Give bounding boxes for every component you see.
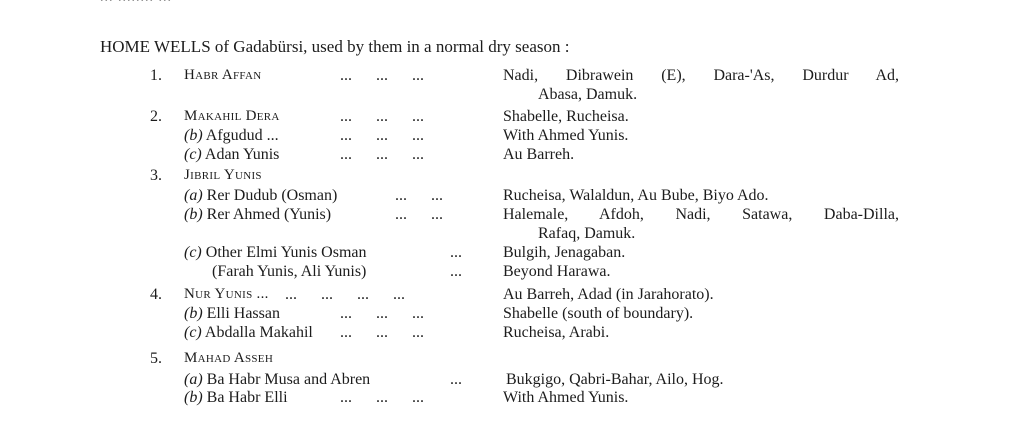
sub-name: Afgudud ... xyxy=(205,127,279,144)
entry-number: 1. xyxy=(150,67,162,84)
wells-list: Nadi, Dibrawein (E), Dara-'As, Durdur Ad, xyxy=(503,67,899,84)
wells-list: Au Barreh. xyxy=(503,146,575,163)
leader-dots: ... ... xyxy=(395,206,443,223)
sub-label: (a) xyxy=(184,371,203,388)
sub-name: Rer Dudub (Osman) xyxy=(206,187,338,204)
wells-list: With Ahmed Yunis. xyxy=(503,127,629,144)
sub-name-row xyxy=(184,304,280,323)
sub-name-row xyxy=(212,262,366,281)
sub-name-row xyxy=(184,388,288,407)
leader-dots: ... ... ... ... xyxy=(285,286,405,303)
wells-list: Rucheisa, Arabi. xyxy=(503,324,610,341)
sub-label: (b) xyxy=(184,206,203,223)
sub-name-row xyxy=(184,126,279,145)
leader-dots: ... ... ... xyxy=(340,389,424,406)
sub-name: Ba Habr Musa and Abren xyxy=(206,371,371,388)
tribe-name: Jibril Yunis xyxy=(184,167,262,183)
sub-name: Rer Ahmed (Yunis) xyxy=(206,206,332,223)
wells-list: With Ahmed Yunis. xyxy=(503,389,629,406)
sub-name-row xyxy=(184,370,370,389)
wells-list: Beyond Harawa. xyxy=(503,263,611,280)
sub-name: (Farah Yunis, Ali Yunis) xyxy=(212,263,367,280)
sub-name: Adan Yunis xyxy=(204,146,280,163)
wells-list: Shabelle, Rucheisa. xyxy=(503,108,629,125)
sub-name: Elli Hassan xyxy=(206,305,280,322)
wells-list: Rucheisa, Walaldun, Au Bube, Biyo Ado. xyxy=(503,187,769,204)
leader-dots: ... ... ... xyxy=(340,305,424,322)
leader-dots: ... ... ... xyxy=(340,146,424,163)
leader-dots: ... ... ... xyxy=(340,108,424,125)
sub-name-row xyxy=(184,186,337,205)
leader-dots: ... ... xyxy=(395,187,443,204)
leader-dots: ... ... ... xyxy=(340,324,424,341)
entry-number: 2. xyxy=(150,108,162,125)
sub-name: Other Elmi Yunis Osman xyxy=(205,244,367,261)
sub-name: Ba Habr Elli xyxy=(206,389,288,406)
sub-name: Abdalla Makahil xyxy=(204,324,313,341)
section-heading: HOME WELLS of Gadabürsi, used by them in a normal dry season : xyxy=(100,37,570,56)
leader-dots: ... xyxy=(450,244,462,261)
entry-number: 3. xyxy=(150,167,162,184)
sub-name-row xyxy=(184,205,331,224)
sub-label: (c) xyxy=(184,146,202,163)
cutoff-text-fragment xyxy=(100,0,172,7)
tribe-name: Mahad Asseh xyxy=(184,350,274,366)
sub-label: (b) xyxy=(184,389,203,406)
entry-number: 5. xyxy=(150,350,162,367)
wells-list-continued: Abasa, Damuk. xyxy=(538,86,638,103)
tribe-name: Habr Affan xyxy=(184,67,262,83)
entry-number: 4. xyxy=(150,286,162,303)
sub-label: (b) xyxy=(184,127,203,144)
wells-list-continued: Rafaq, Damuk. xyxy=(538,225,636,242)
sub-name-row xyxy=(184,323,313,342)
sub-label: (c) xyxy=(184,324,202,341)
sub-label: (b) xyxy=(184,305,203,322)
leader-dots: ... ... ... xyxy=(340,127,424,144)
sub-name-row xyxy=(184,145,279,164)
wells-list: Au Barreh, Adad (in Jarahorato). xyxy=(503,286,714,303)
wells-list: Halemale, Afdoh, Nadi, Satawa, Daba-Dilla, xyxy=(503,206,899,223)
leader-dots: ... xyxy=(450,371,462,388)
wells-list: Shabelle (south of boundary). xyxy=(503,305,694,322)
sub-label: (c) xyxy=(184,244,202,261)
sub-name-row xyxy=(184,243,367,262)
sub-label: (a) xyxy=(184,187,203,204)
tribe-name: Makahil Dera xyxy=(184,108,280,124)
tribe-name: Nur Yunis ... xyxy=(184,286,269,302)
wells-list: Bukgigo, Qabri-Bahar, Ailo, Hog. xyxy=(506,371,724,388)
leader-dots: ... xyxy=(450,263,462,280)
leader-dots: ... ... ... xyxy=(340,67,424,84)
wells-list: Bulgih, Jenagaban. xyxy=(503,244,626,261)
